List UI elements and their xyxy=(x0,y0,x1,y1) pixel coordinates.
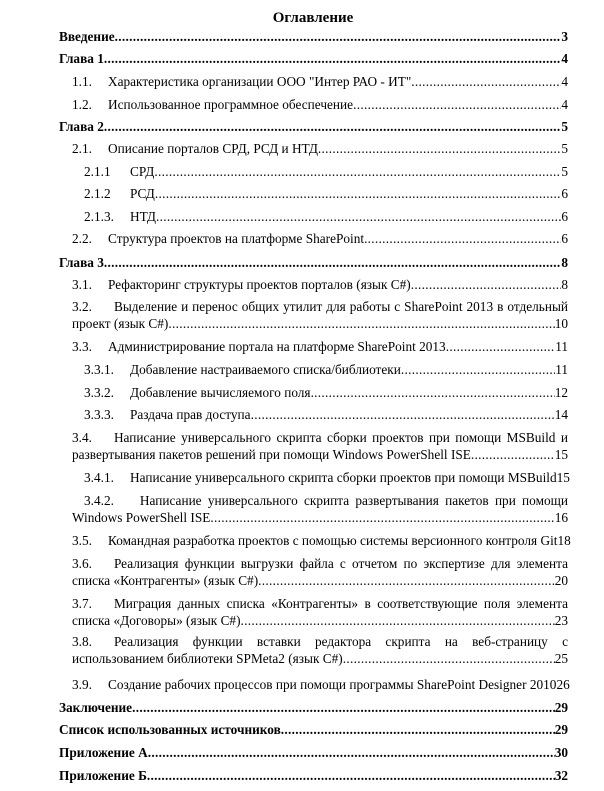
toc-entry-number: 2.1.3. xyxy=(84,209,114,224)
toc-entry-title: Структура проектов на платформе SharePoint xyxy=(108,231,365,246)
dot-leader xyxy=(104,119,561,135)
dot-leader xyxy=(154,164,561,180)
toc-entry-number: 3.3.1. xyxy=(84,362,114,377)
toc-entry[interactable] xyxy=(59,677,568,693)
dot-leader xyxy=(168,316,554,332)
toc-entry[interactable] xyxy=(59,141,568,157)
toc-entry-title-cont: проект (язык C#) xyxy=(72,316,169,331)
dot-leader xyxy=(258,573,555,589)
dot-leader xyxy=(241,613,555,629)
toc-entry-title: Реализация функции выгрузки файла с отчетом по экспертизе для элемента xyxy=(113,556,568,571)
toc-entry-line2[interactable] xyxy=(59,510,568,526)
toc-entry[interactable] xyxy=(59,29,568,45)
toc-entry-page: 16 xyxy=(554,510,568,525)
toc-entry-line1[interactable] xyxy=(59,596,568,612)
toc-entry-number: 2.1.2 xyxy=(84,186,111,201)
dot-leader xyxy=(318,141,561,157)
toc-entry[interactable] xyxy=(59,74,568,90)
toc-entry-title-cont: списка «Контрагенты» (язык C#) xyxy=(72,573,259,588)
toc-entry-title-cont: использованием библиотеки SPMeta2 (язык C#) xyxy=(72,651,343,666)
toc-entry-title: Рефакторинг структуры проектов порталов (язык C#) xyxy=(108,277,411,292)
dot-leader xyxy=(343,651,555,667)
toc-entry-title: Приложение А xyxy=(59,745,148,760)
toc-entry-title: Добавление вычисляемого поля xyxy=(130,385,311,400)
toc-entry-title-cont: списка «Договоры» (язык C#) xyxy=(72,613,241,628)
toc-entry[interactable] xyxy=(59,533,571,549)
dot-leader xyxy=(132,700,555,716)
toc-entry-title: Глава 2 xyxy=(59,119,104,134)
toc-entry-title: Глава 1 xyxy=(59,51,104,66)
toc-entry[interactable] xyxy=(59,209,568,225)
toc-entry-number: 2.1. xyxy=(72,141,92,156)
toc-entry-page: 20 xyxy=(554,573,568,588)
toc-entry-title: Глава 3 xyxy=(59,255,104,270)
toc-entry-line1[interactable] xyxy=(59,556,568,572)
toc-entry-page: 14 xyxy=(554,407,568,422)
toc-entry-title: Написание универсального скрипта сборки проектов при помощи MSBuild xyxy=(130,470,557,485)
dot-leader xyxy=(104,255,561,271)
toc-entry-title: Командная разработка проектов с помощью системы версионного контроля Git xyxy=(108,533,558,548)
toc-entry-number: 3.7. xyxy=(72,596,92,611)
toc-entry[interactable] xyxy=(59,164,568,180)
toc-entry-line1[interactable] xyxy=(59,634,568,650)
toc-entry[interactable] xyxy=(59,470,568,486)
dot-leader xyxy=(210,510,554,526)
dot-leader xyxy=(364,231,561,247)
toc-entry-page: 4 xyxy=(561,51,568,66)
toc-entry-line1-text xyxy=(72,299,568,315)
toc-entry-number: 1.1. xyxy=(72,74,92,89)
toc-entry-number: 3.3.3. xyxy=(84,407,114,422)
toc-entry-number: 3.5. xyxy=(72,533,92,548)
toc-entry-number: 3.8. xyxy=(72,634,92,649)
toc-entry-number: 3.4.1. xyxy=(84,470,114,485)
toc-entry-number: 2.1.1 xyxy=(84,164,111,179)
dot-leader xyxy=(155,186,562,202)
toc-entry-page: 4 xyxy=(561,74,568,89)
toc-entry[interactable] xyxy=(59,745,568,761)
toc-entry-number: 3.3.2. xyxy=(84,385,114,400)
toc-entry-line1-text xyxy=(72,634,568,650)
toc-entry-line1-text xyxy=(84,493,568,509)
toc-entry-page: 4 xyxy=(561,97,568,112)
toc-entry-page: 10 xyxy=(554,316,568,331)
toc-entry-page: 26 xyxy=(556,677,570,692)
toc-entry[interactable] xyxy=(59,186,568,202)
toc-entry[interactable] xyxy=(59,362,568,378)
toc-entry-page: 15 xyxy=(554,447,568,462)
dot-leader xyxy=(156,209,561,225)
toc-entry-page: 15 xyxy=(556,470,570,485)
toc-entry-page: 18 xyxy=(557,533,571,548)
toc-entry-number: 3.4.2. xyxy=(84,493,114,508)
toc-entry-line2[interactable] xyxy=(59,651,568,667)
toc-entry-title: НТД xyxy=(130,209,156,224)
dot-leader xyxy=(446,339,555,355)
toc-entry-title: Выделение и перенос общих утилит для работы с SharePoint 2013 в отдельный xyxy=(113,299,568,314)
toc-entry-page: 23 xyxy=(554,613,568,628)
toc-entry-title: Реализация функции вставки редактора скрипта на веб-страницу с xyxy=(113,634,568,649)
toc-entry[interactable] xyxy=(59,339,568,355)
toc-entry[interactable] xyxy=(59,385,568,401)
toc-entry-title: Использованное программное обеспечение xyxy=(108,97,354,112)
toc-entry-title: Написание универсального скрипта сборки проектов при помощи MSBuild и xyxy=(113,430,568,445)
dot-leader xyxy=(251,407,555,423)
toc-entry-line1-text xyxy=(72,430,568,446)
toc-entry-line1-text xyxy=(72,556,568,572)
toc-entry-page: 29 xyxy=(554,722,568,737)
toc-entry-page: 3 xyxy=(561,29,568,44)
toc-entry-page: 25 xyxy=(554,651,568,666)
dot-leader xyxy=(411,74,561,90)
toc-entry-title: СРД xyxy=(130,164,155,179)
dot-leader xyxy=(311,385,555,401)
dot-leader xyxy=(281,722,555,738)
toc-entry[interactable] xyxy=(59,700,568,716)
toc-entry[interactable] xyxy=(59,51,568,67)
toc-entry-page: 29 xyxy=(554,700,568,715)
toc-entry-title: Создание рабочих процессов при помощи программы SharePoint Designer 2010 xyxy=(108,677,557,692)
toc-entry-page: 8 xyxy=(561,277,568,292)
toc-entry-title-cont: Windows PowerShell ISE xyxy=(72,510,211,525)
toc-title: Оглавление xyxy=(272,10,354,26)
toc-entry[interactable] xyxy=(59,97,568,113)
toc-entry-page: 8 xyxy=(561,255,568,270)
toc-entry-number: 3.2. xyxy=(72,299,92,314)
toc-entry-title: Характеристика организации ООО "Интер РАО - ИТ" xyxy=(108,74,412,89)
toc-entry-page: 5 xyxy=(561,164,568,179)
dot-leader xyxy=(401,362,555,378)
toc-entry-line1[interactable] xyxy=(59,299,568,315)
toc-entry-page: 12 xyxy=(554,385,568,400)
toc-entry-page: 11 xyxy=(555,362,568,377)
toc-entry-page: 11 xyxy=(555,339,568,354)
toc-entry-number: 3.4. xyxy=(72,430,92,445)
toc-entry-page: 5 xyxy=(561,119,568,134)
toc-entry-line1-text xyxy=(72,596,568,612)
toc-entry[interactable] xyxy=(59,407,568,423)
toc-entry-line2[interactable] xyxy=(59,613,568,629)
dot-leader xyxy=(147,768,555,784)
toc-entry-title: Введение xyxy=(59,29,115,44)
dot-leader xyxy=(411,277,562,293)
toc-entry-title: РСД xyxy=(130,186,155,201)
dot-leader xyxy=(471,447,555,463)
toc-entry-title: Добавление настраиваемого списка/библиотеки xyxy=(130,362,401,377)
toc-entry[interactable] xyxy=(59,277,568,293)
toc-entry-line1[interactable] xyxy=(59,430,568,446)
toc-entry-number: 3.9. xyxy=(72,677,92,692)
toc-entry[interactable] xyxy=(59,255,568,271)
dot-leader xyxy=(104,51,561,67)
toc-entry-page: 6 xyxy=(561,231,568,246)
toc-entry-number: 2.2. xyxy=(72,231,92,246)
toc-entry-title: Список использованных источников xyxy=(59,722,281,737)
dot-leader xyxy=(353,97,561,113)
toc-entry-number: 3.6. xyxy=(72,556,92,571)
toc-entry-line2[interactable] xyxy=(59,573,568,589)
toc-entry-line1[interactable] xyxy=(59,493,568,509)
toc-entry-page: 5 xyxy=(561,141,568,156)
toc-entry-title: Написание универсального скрипта развертывания пакетов при помощи xyxy=(139,493,568,508)
toc-entry-title-cont: развертывания пакетов решений при помощи Windows PowerShell ISE xyxy=(72,447,471,462)
toc-entry-page: 30 xyxy=(554,745,568,760)
toc-entry-number: 3.3. xyxy=(72,339,92,354)
toc-entry[interactable] xyxy=(59,231,568,247)
toc-entry-number: 1.2. xyxy=(72,97,92,112)
toc-entry-line2[interactable] xyxy=(59,316,568,332)
dot-leader xyxy=(148,745,555,761)
toc-entry-page: 32 xyxy=(554,768,568,783)
toc-entry-title: Раздача прав доступа xyxy=(130,407,251,422)
toc-entry-line2[interactable] xyxy=(59,447,568,463)
toc-entry-title: Описание порталов СРД, РСД и НТД xyxy=(108,141,318,156)
toc-entry-page: 6 xyxy=(561,186,568,201)
toc-entry-title: Миграция данных списка «Контрагенты» в соответствующие поля элемента xyxy=(113,596,568,611)
toc-entry[interactable] xyxy=(59,722,568,738)
toc-entry-title: Администрирование портала на платформе SharePoint 2013 xyxy=(108,339,446,354)
toc-entry[interactable] xyxy=(59,768,568,784)
toc-entry-title: Заключение xyxy=(59,700,133,715)
toc-entry-number: 3.1. xyxy=(72,277,92,292)
toc-entry-page: 6 xyxy=(561,209,568,224)
dot-leader xyxy=(115,29,562,45)
toc-entry-title: Приложение Б xyxy=(59,768,147,783)
toc-entry[interactable] xyxy=(59,119,568,135)
